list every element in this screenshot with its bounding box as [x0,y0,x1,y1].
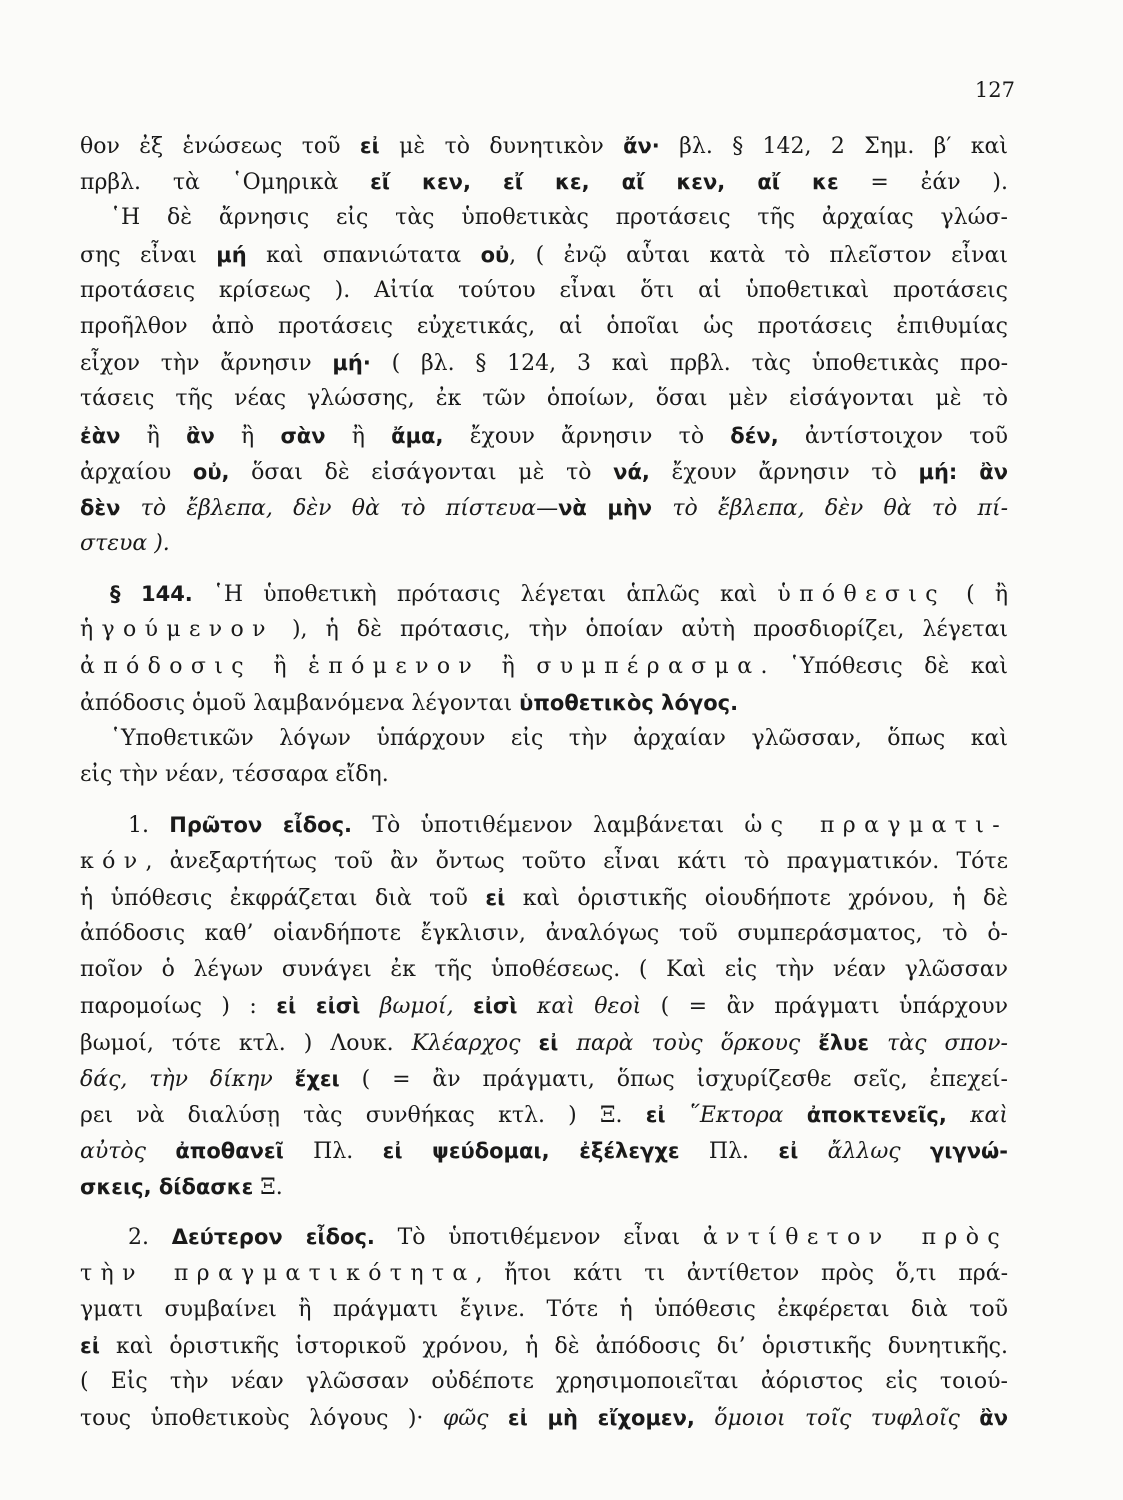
italic-example: τὰς σπον- [869,1030,1008,1056]
text-line [80,880,1008,916]
text-span: ( Εἰς τὴν νέαν γλῶσσαν οὐδέποτε χρησιμοποιεῖται ἀόριστος εἰς τοιού- [80,1369,1008,1395]
text-line [80,612,1008,648]
text-span: ἢ [325,423,392,449]
bold-term: δέν, [730,423,779,448]
text-span: βωμοί, τότε κτλ. ) Λουκ. [80,1030,412,1056]
bold-term: σὰν [280,423,326,448]
text-line [80,807,1008,843]
text-span: ( = ἂν πράγματι, ὅπως ἰσχυρίζεσθε σεῖς, ἐπεχεί- [339,1066,1008,1092]
text-line [80,576,1008,612]
bold-term: οὐ, [192,459,230,484]
text-span: παρομοίως ) : [80,994,277,1020]
text-span: ), ἡ δὲ πρότασις, τὴν ὁποίαν αὐτὴ προσδιορίζει, λέγεται [273,617,1008,643]
text-span: ἢ [480,653,537,679]
italic-example: Κλέαρχος [411,1030,539,1056]
text-span: ἀπόδοσις ὁμοῦ λαμβανόμενα λέγονται [80,690,520,716]
text-span: ἀπόδοσις καθ’ οἱανδήποτε ἔγκλισιν, ἀναλόγως τοῦ συμπεράσματος, τὸ ὁ- [80,920,1008,946]
text-span: ( ἢ [945,582,1009,608]
text-line [80,381,1008,417]
text-span: ὅσαι δὲ εἰσάγονται μὲ τὸ [229,459,614,485]
text-span: σης εἶναι [80,242,217,268]
text-span: 2. [128,1225,172,1251]
text-line [80,757,1008,793]
bold-term: εἰ [485,885,506,910]
text-span: τάσεις τῆς νέας γλώσσης, ἐκ τῶν ὁποίων, ὅσαι μὲν εἰσάγονται μὲ τὸ [80,386,1008,412]
text-line [80,952,1008,988]
bold-term: οὐ [480,242,510,267]
text-span: Πλ. [679,1139,779,1165]
text-span: καὶ ὁριστικῆς ἱστορικοῦ χρόνου, ἡ δὲ ἀπόδοσις δι’ ὁριστικῆς δυνητικῆς. [99,1334,1008,1359]
text-span: Τὸ ὑποτιθέμενον εἶναι [374,1225,703,1251]
text-span: 1. [128,813,170,839]
text-line [80,345,1008,381]
text-line [80,1133,1008,1169]
bold-term: εἰ μὴ εἴχομεν, [507,1406,695,1431]
text-span: ῾Η δὲ ἄρνησις εἰς τὰς ὑποθετικὰς προτάσεις τῆς ἀρχαίας γλώσ- [110,205,1008,231]
italic-example: παρὰ τοὺς ὅρκους [558,1030,819,1056]
spaced-term: ὑπόθεσις [777,582,946,608]
text-line [80,200,1008,236]
text-line [80,1400,1008,1436]
spaced-term: ὡς πραγματι- [744,813,1009,839]
spaced-term: ἀντίθετον πρὸς [702,1225,1008,1251]
text-line [80,309,1008,345]
text-span: καὶ ὁριστικῆς οἱουδήποτε χρόνου, ἡ δὲ [505,885,1009,911]
page-body [80,128,1008,1437]
text-line [80,1169,1008,1205]
text-span: . ῾Υπόθεσις δὲ καὶ [760,653,1009,679]
text-line [80,273,1008,309]
text-line [80,164,1008,200]
text-line [80,1292,1008,1328]
text-span: ρει νὰ διαλύσῃ τὰς συνθήκας κτλ. ) Ξ. [80,1102,646,1128]
text-span: προῆλθον ἀπὸ προτάσεις εὐχετικάς, αἱ ὁποῖαι ὡς προτάσεις ἐπιθυμίας [80,313,1008,339]
italic-example: φῶς [442,1406,508,1432]
text-span: ἢ [120,423,187,449]
bold-term: ἔχει [294,1066,340,1091]
bold-term: δὲν [80,495,121,520]
italic-example: καὶ θεοὶ [517,994,642,1020]
text-span: ἢ [214,423,281,449]
italic-example: στευα ). [80,531,170,557]
paragraph-gap [80,1205,1008,1219]
bold-term: ἔλυε [818,1030,870,1055]
text-span: ποῖον ὁ λέγων συνάγει ἐκ τῆς ὑποθέσεως. ( Καὶ εἰς τὴν νέαν γλῶσσαν [80,957,1008,983]
bold-term: ἀποκτενεῖς, [806,1102,947,1127]
spaced-term: τὴν πραγματικότητα [80,1260,476,1286]
text-span: = ἐάν ). [838,170,1008,196]
page-number: 127 [974,78,1015,102]
italic-example: δάς, τὴν δίκην [80,1066,295,1092]
text-line [80,1097,1008,1133]
bold-term: εἰ [359,134,380,158]
text-span: , ἤτοι κάτι τι ἀντίθετον πρὸς ὅ,τι πρά- [475,1260,1008,1286]
text-line [80,128,1008,164]
text-line [80,1025,1008,1061]
text-span: τους ὑποθετικοὺς λόγους )· [80,1406,443,1432]
text-span: πρβλ. τὰ ῾Ομηρικὰ [80,170,371,196]
text-line [80,916,1008,952]
bold-term: § 144. [110,582,193,607]
text-line [80,685,1008,721]
text-span: ἡ ὑπόθεσις ἐκφράζεται διὰ τοῦ [80,885,486,911]
text-span: καὶ σπανιώτατα [246,242,481,268]
text-line [80,1219,1008,1255]
text-span: ῾Υποθετικῶν λόγων ὑπάρχουν εἰς τὴν ἀρχαίαν γλῶσσαν, ὅπως καὶ [110,726,1008,751]
bold-term: εἴ κεν, εἴ κε, αἴ κεν, αἴ κε [370,170,839,195]
text-line [80,721,1008,757]
bold-term: εἰ ψεύδομαι, ἐξέλεγχε [382,1139,680,1164]
italic-example: ὅμοιοι τοῖς τυφλοῖς [694,1406,980,1432]
bold-term: εἰ [538,1030,559,1055]
text-line [80,1364,1008,1400]
text-span: εἶχον τὴν ἄρνησιν [80,351,333,377]
text-line [80,490,1008,526]
text-span: , ἀνεξαρτήτως τοῦ ἂν ὄντως τοῦτο εἶναι κάτι τὸ πραγματικόν. Τότε [145,848,1008,874]
bold-term: Δεύτερον εἶδος. [171,1225,375,1250]
bold-term: εἰ [645,1102,666,1127]
italic-example: τὸ ἔβλεπα, δὲν θὰ τὸ πί- [652,495,1008,521]
paragraph-gap [80,562,1008,576]
bold-term: νὰ μὴν [558,495,653,520]
italic-example: βωμοί, [360,994,474,1020]
text-span: ῾Η ὑποθετικὴ πρότασις λέγεται ἁπλῶς καὶ [192,582,778,608]
text-span: εἰς τὴν νέαν, τέσσαρα εἴδη. [80,762,389,788]
text-span: θον ἐξ ἑνώσεως τοῦ [80,134,360,159]
bold-term: ἄμα, [391,423,444,448]
bold-term: μή [216,242,247,267]
spaced-term: κόν [80,848,146,874]
text-span: Ξ. [253,1175,283,1201]
bold-term: εἰ [778,1139,799,1164]
text-line [80,649,1008,685]
bold-term: νά, [613,459,650,484]
text-span: Τὸ ὑποτιθέμενον λαμβάνεται [352,813,745,839]
text-line [80,1328,1008,1364]
bold-term: ὑποθετικὸς λόγος. [519,690,739,715]
bold-term: ἐὰν [80,423,121,448]
text-line [80,988,1008,1024]
italic-example: τὸ ἔβλεπα, δὲν θὰ τὸ πίστευα— [120,495,559,521]
text-span: γματι συμβαίνει ἢ πράγματι ἔγινε. Τότε ἡ ὑπόθεσις ἐκφέρεται διὰ τοῦ [80,1296,1008,1322]
bold-term: εἰ [80,1334,100,1358]
bold-term: μή· [332,351,371,376]
text-span: ἢ [251,653,309,679]
bold-term: γιγνώ- [929,1139,1009,1164]
bold-term: μή: ἂν [918,459,1009,484]
italic-example: καὶ [946,1102,1008,1128]
bold-term: Πρῶτον εἶδος. [169,813,353,838]
text-span: ( βλ. § 124, 3 καὶ πρβλ. τὰς ὑποθετικὰς προ- [370,351,1009,377]
text-line [80,237,1008,273]
text-span: ἔχουν ἄρνησιν τὸ [443,423,731,449]
text-span: μὲ τὸ δυνητικὸν [379,134,624,159]
italic-example: αὐτὸς [80,1139,176,1165]
bold-term: εἰ εἰσὶ [276,994,361,1019]
bold-term: ἂν [186,423,215,448]
text-line [80,526,1008,562]
bold-term: σκεις, δίδασκε [80,1175,254,1200]
italic-example: ῞Εκτορα [665,1102,807,1128]
text-line [80,454,1008,490]
italic-example: ἄλλως [798,1139,930,1165]
text-span: προτάσεις κρίσεως ). Αἰτία τούτου εἶναι ὅτι αἱ ὑποθετικαὶ προτάσεις [80,277,1008,303]
text-span: ἀντίστοιχον τοῦ [778,423,1008,449]
spaced-term: συμπέρασμα [536,653,761,679]
text-line [80,1061,1008,1097]
text-span: ( = ἂν πράγματι ὑπάρχουν [641,994,1008,1020]
text-line [80,418,1008,454]
spaced-term: ἑπόμενον [308,653,481,679]
spaced-term: ἡγούμενον [80,617,274,643]
text-span: ἔχουν ἄρνησιν τὸ [649,459,919,485]
text-span: Πλ. [283,1139,383,1165]
bold-term: ἂν [979,1406,1008,1431]
text-line [80,844,1008,880]
text-span: ἀρχαίου [80,459,193,485]
text-span: , ( ἐνῷ αὗται κατὰ τὸ πλεῖστον εἶναι [509,242,1008,268]
text-span: βλ. § 142, 2 Σημ. β′ καὶ [659,134,1008,159]
bold-term: ἀποθανεῖ [175,1139,284,1164]
text-line [80,1256,1008,1292]
paragraph-gap [80,793,1008,807]
spaced-term: ἀπόδοσις [80,653,252,679]
bold-term: ἄν· [623,134,660,158]
bold-term: εἰσὶ [473,994,518,1019]
